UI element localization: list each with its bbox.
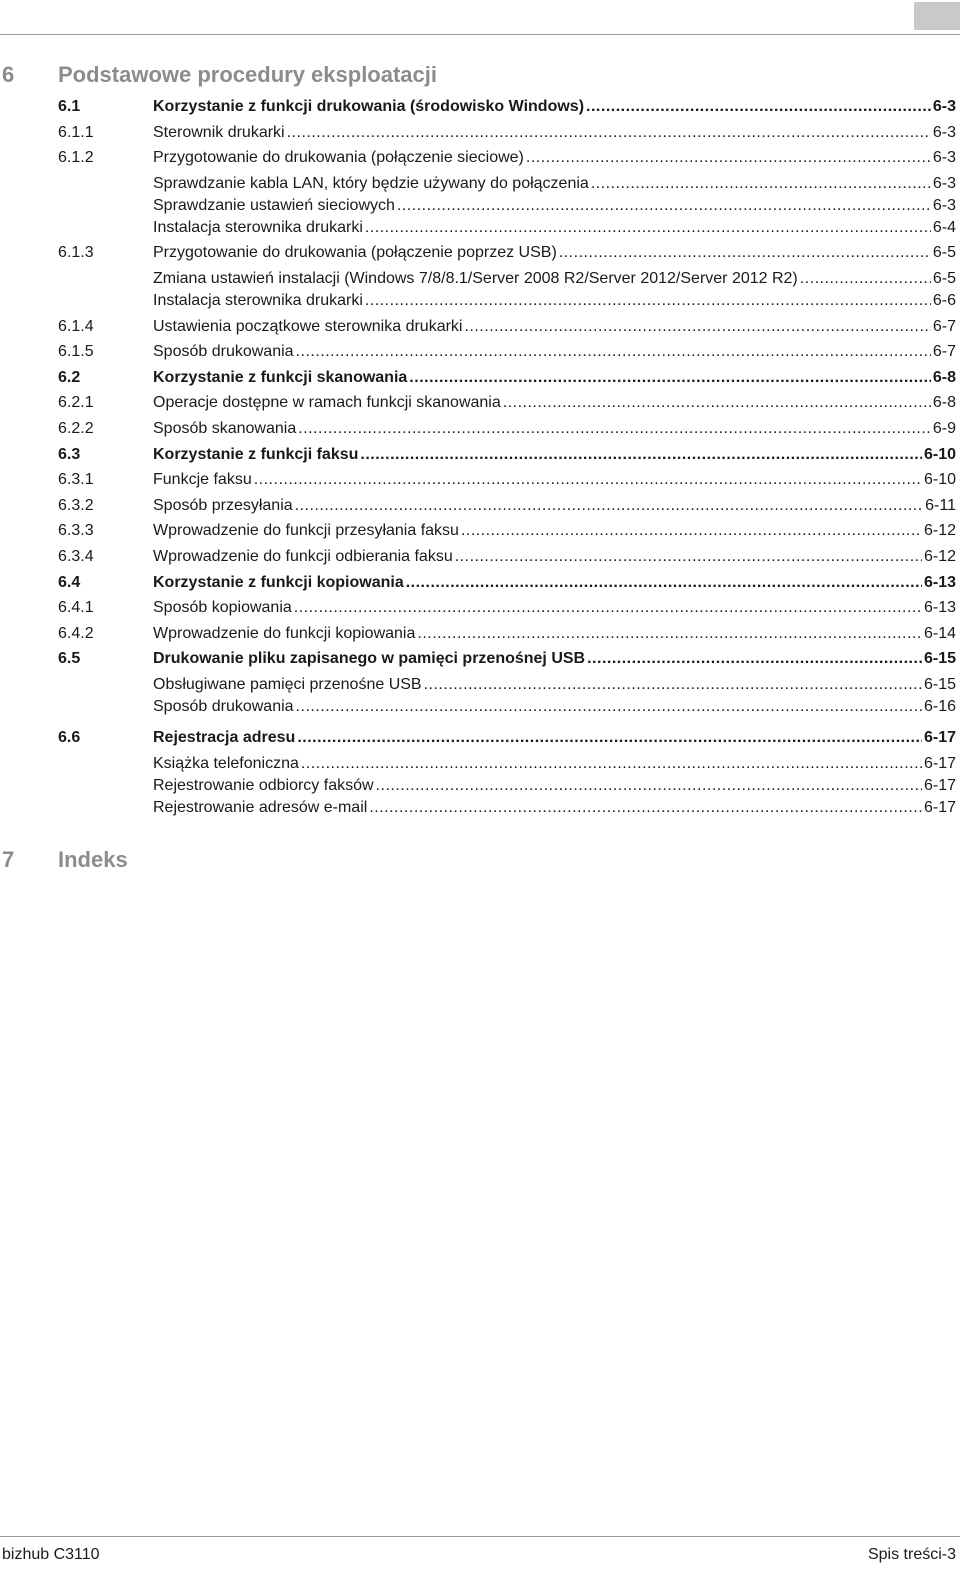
- toc-entry-title: Książka telefoniczna: [153, 755, 299, 773]
- toc-entry-title: Przygotowanie do drukowania (połączenie sieciowe): [153, 149, 524, 167]
- toc-entry-page: 6-11: [925, 496, 956, 514]
- toc-entry[interactable]: [0, 241, 960, 267]
- toc-entry-line: [153, 798, 956, 818]
- dot-leader: [424, 675, 922, 695]
- toc-entry-number: 6.4: [58, 573, 81, 591]
- dot-leader: [294, 598, 922, 618]
- toc-entry-line: [153, 123, 956, 143]
- toc-entry-line: [153, 97, 956, 117]
- dot-leader: [297, 728, 922, 748]
- toc-entry-page: 6-5: [932, 269, 956, 287]
- dot-leader: [503, 393, 931, 413]
- toc-entry-line: [153, 675, 956, 695]
- toc-entry-title: Sposób przesyłania: [153, 496, 293, 514]
- toc-entry-number: 6.3.3: [58, 522, 94, 540]
- dot-leader: [298, 419, 931, 439]
- dot-leader: [296, 697, 922, 717]
- toc-entry-line: [153, 573, 956, 593]
- toc-entry-title: Sposób kopiowania: [153, 599, 292, 617]
- dot-leader: [296, 342, 931, 362]
- dot-leader: [591, 174, 931, 194]
- toc-entry[interactable]: [0, 695, 960, 721]
- toc-entry-title: Sterownik drukarki: [153, 123, 285, 141]
- toc-entry-line: [153, 445, 956, 465]
- toc-entry[interactable]: [0, 596, 960, 622]
- toc-entry[interactable]: [0, 366, 960, 392]
- toc-entry-line: [153, 218, 956, 238]
- dot-leader: [461, 521, 922, 541]
- toc-entry-line: [153, 754, 956, 774]
- toc-entry[interactable]: [0, 391, 960, 417]
- toc-entry-number: 6.1.3: [58, 244, 94, 262]
- toc-entry-page: 6-12: [923, 522, 956, 540]
- toc-entry-title: Rejestrowanie adresów e-mail: [153, 799, 368, 817]
- chapter-title: Indeks: [58, 847, 128, 872]
- toc-entry-page: 6-8: [932, 394, 956, 412]
- dot-leader: [287, 123, 931, 143]
- toc-entry-page: 6-7: [932, 343, 956, 361]
- toc-entry-line: [153, 196, 956, 216]
- chapter-number: 6: [2, 62, 15, 87]
- dot-leader: [586, 97, 931, 117]
- toc-entry-title: Korzystanie z funkcji drukowania (środowisko Windows): [153, 98, 585, 115]
- toc-entry[interactable]: [0, 121, 960, 147]
- toc-entry-title: Drukowanie pliku zapisanego w pamięci przenośnej USB: [153, 650, 586, 668]
- toc-entry-line: [153, 419, 956, 439]
- dot-leader: [365, 291, 931, 311]
- toc-entry-line: [153, 728, 956, 748]
- toc-entry[interactable]: [0, 417, 960, 443]
- toc-entry-title: Obsługiwane pamięci przenośne USB: [153, 675, 422, 693]
- toc-entry-number: 6.3: [58, 445, 81, 463]
- toc-entry-line: [153, 598, 956, 618]
- toc-entry[interactable]: [0, 194, 960, 216]
- footer-divider: [0, 1536, 960, 1537]
- toc-entry-line: [153, 342, 956, 362]
- toc-entry[interactable]: [0, 95, 960, 121]
- toc-entry-page: 6-8: [932, 368, 956, 386]
- toc-entry-page: 6-5: [932, 244, 956, 262]
- toc-entry-title: Korzystanie z funkcji kopiowania: [153, 573, 404, 591]
- toc-entry-page: 6-7: [932, 317, 956, 335]
- dot-leader: [295, 496, 924, 516]
- toc-entry[interactable]: [0, 216, 960, 242]
- toc-entry-page: 6-12: [923, 547, 956, 565]
- toc-entry-number: 6.3.1: [58, 471, 94, 489]
- chapter-title: Podstawowe procedury eksploatacji: [58, 62, 438, 87]
- toc-entry-page: 6-17: [923, 777, 956, 795]
- toc-entry-number: 6.1.5: [58, 343, 94, 361]
- toc-entry-title: Ustawienia początkowe sterownika drukarki: [153, 317, 463, 335]
- toc-entry-line: [153, 317, 956, 337]
- toc-entry-number: 6.3.2: [58, 496, 94, 514]
- toc-entry[interactable]: [0, 673, 960, 695]
- toc-entry[interactable]: [0, 340, 960, 366]
- toc-entry-title: Sposób drukowania: [153, 697, 294, 715]
- toc-entry-page: 6-13: [923, 573, 956, 591]
- toc-entry-page: 6-17: [923, 729, 956, 747]
- toc-entry[interactable]: [0, 315, 960, 341]
- toc-entry-title: Przygotowanie do drukowania (połączenie poprzez USB): [153, 244, 557, 262]
- toc-entry-page: 6-10: [923, 471, 956, 489]
- toc-entry-title: Korzystanie z funkcji faksu: [153, 445, 359, 463]
- toc-entry-line: [153, 291, 956, 311]
- toc-entry[interactable]: [0, 726, 960, 752]
- toc-entry-number: 6.1.2: [58, 149, 94, 167]
- footer-page-number: Spis treści-3: [867, 1546, 956, 1563]
- dot-leader: [409, 368, 931, 388]
- toc-entry[interactable]: [0, 172, 960, 194]
- toc-entry-number: 6.2: [58, 368, 81, 386]
- toc-entry-page: 6-6: [932, 291, 956, 309]
- toc-entry[interactable]: [0, 752, 960, 774]
- toc-entry[interactable]: [0, 622, 960, 648]
- dot-leader: [406, 573, 922, 593]
- toc-entry[interactable]: [0, 519, 960, 545]
- toc-entry-number: 6.1.1: [58, 123, 94, 141]
- toc-entry-page: 6-13: [923, 599, 956, 617]
- toc-entry[interactable]: [0, 494, 960, 520]
- header-divider: [0, 34, 960, 35]
- toc-entry-title: Wprowadzenie do funkcji przesyłania faksu: [153, 522, 459, 540]
- dot-leader: [365, 218, 931, 238]
- toc-entry-page: 6-3: [932, 98, 956, 115]
- dot-leader: [301, 754, 922, 774]
- toc-entry[interactable]: [0, 545, 960, 571]
- toc-entry[interactable]: [0, 443, 960, 469]
- dot-leader: [526, 148, 931, 168]
- toc-entry-page: 6-17: [923, 799, 956, 817]
- toc-entry-title: Korzystanie z funkcji skanowania: [153, 368, 408, 386]
- toc-entry-number: 6.6: [58, 729, 81, 747]
- toc-entry[interactable]: [0, 146, 960, 172]
- toc-entry-title: Wprowadzenie do funkcji kopiowania: [153, 624, 416, 642]
- toc-entry-title: Operacje dostępne w ramach funkcji skanowania: [153, 394, 501, 412]
- toc-entry-line: [153, 697, 956, 717]
- toc-entry-title: Sprawdzanie kabla LAN, który będzie używany do połączenia: [153, 174, 589, 192]
- dot-leader: [559, 243, 931, 263]
- toc-entry-line: [153, 243, 956, 263]
- toc-entry-number: 6.4.2: [58, 624, 94, 642]
- dot-leader: [587, 649, 922, 669]
- dot-leader: [417, 624, 922, 644]
- toc-entry-title: Instalacja sterownika drukarki: [153, 218, 363, 236]
- dot-leader: [360, 445, 922, 465]
- toc-entry-title: Rejestrowanie odbiorcy faksów: [153, 777, 374, 795]
- toc-entry-title: Rejestracja adresu: [153, 729, 296, 747]
- chapter-number: 7: [2, 847, 15, 872]
- dot-leader: [369, 798, 922, 818]
- table-of-contents: [0, 95, 960, 822]
- toc-entry-line: [153, 521, 956, 541]
- toc-entry-page: 6-4: [932, 218, 956, 236]
- toc-entry-line: [153, 148, 956, 168]
- toc-entry-page: 6-3: [932, 123, 956, 141]
- toc-entry-page: 6-15: [923, 675, 956, 693]
- toc-entry[interactable]: [0, 267, 960, 289]
- dot-leader: [254, 470, 922, 490]
- toc-entry-title: Funkcje faksu: [153, 471, 252, 489]
- dot-leader: [455, 547, 922, 567]
- toc-entry-title: Instalacja sterownika drukarki: [153, 291, 363, 309]
- toc-entry[interactable]: [0, 289, 960, 315]
- toc-entry-number: 6.3.4: [58, 547, 94, 565]
- toc-entry-number: 6.5: [58, 650, 81, 668]
- toc-entry-title: Sposób skanowania: [153, 419, 297, 437]
- dot-leader: [800, 269, 931, 289]
- toc-entry-number: 6.2.1: [58, 394, 94, 412]
- toc-entry-line: [153, 470, 956, 490]
- toc-entry-number: 6.1: [58, 98, 81, 115]
- toc-entry-title: Sposób drukowania: [153, 343, 294, 361]
- corner-tab: [914, 2, 960, 30]
- toc-entry-line: [153, 496, 956, 516]
- toc-entry-page: 6-3: [932, 196, 956, 214]
- toc-entry-number: 6.1.4: [58, 317, 94, 335]
- toc-entry-number: 6.2.2: [58, 419, 94, 437]
- toc-entry-title: Zmiana ustawień instalacji (Windows 7/8/8.1/Server 2008 R2/Server 2012/Server 2012 R2): [153, 269, 798, 287]
- toc-entry[interactable]: [0, 571, 960, 597]
- toc-entry-title: Wprowadzenie do funkcji odbierania faksu: [153, 547, 453, 565]
- toc-entry-line: [153, 393, 956, 413]
- toc-entry-line: [153, 368, 956, 388]
- toc-entry-line: [153, 776, 956, 796]
- toc-entry[interactable]: [0, 774, 960, 796]
- toc-entry-title: Sprawdzanie ustawień sieciowych: [153, 196, 395, 214]
- footer-product: bizhub C3110: [2, 1546, 100, 1563]
- toc-entry[interactable]: [0, 647, 960, 673]
- dot-leader: [376, 776, 922, 796]
- dot-leader: [397, 196, 931, 216]
- toc-entry-line: [153, 624, 956, 644]
- toc-entry-line: [153, 649, 956, 669]
- toc-entry-number: 6.4.1: [58, 599, 94, 617]
- toc-entry-line: [153, 174, 956, 194]
- toc-entry-page: 6-3: [932, 174, 956, 192]
- toc-entry-page: 6-14: [923, 624, 956, 642]
- toc-entry-page: 6-15: [923, 650, 956, 668]
- toc-entry-page: 6-3: [932, 149, 956, 167]
- dot-leader: [464, 317, 930, 337]
- toc-entry[interactable]: [0, 796, 960, 822]
- toc-entry-page: 6-9: [932, 419, 956, 437]
- toc-entry-line: [153, 547, 956, 567]
- toc-entry-page: 6-10: [923, 445, 956, 463]
- toc-entry[interactable]: [0, 468, 960, 494]
- toc-entry-page: 6-16: [923, 697, 956, 715]
- toc-entry-page: 6-17: [923, 755, 956, 773]
- toc-entry-line: [153, 269, 956, 289]
